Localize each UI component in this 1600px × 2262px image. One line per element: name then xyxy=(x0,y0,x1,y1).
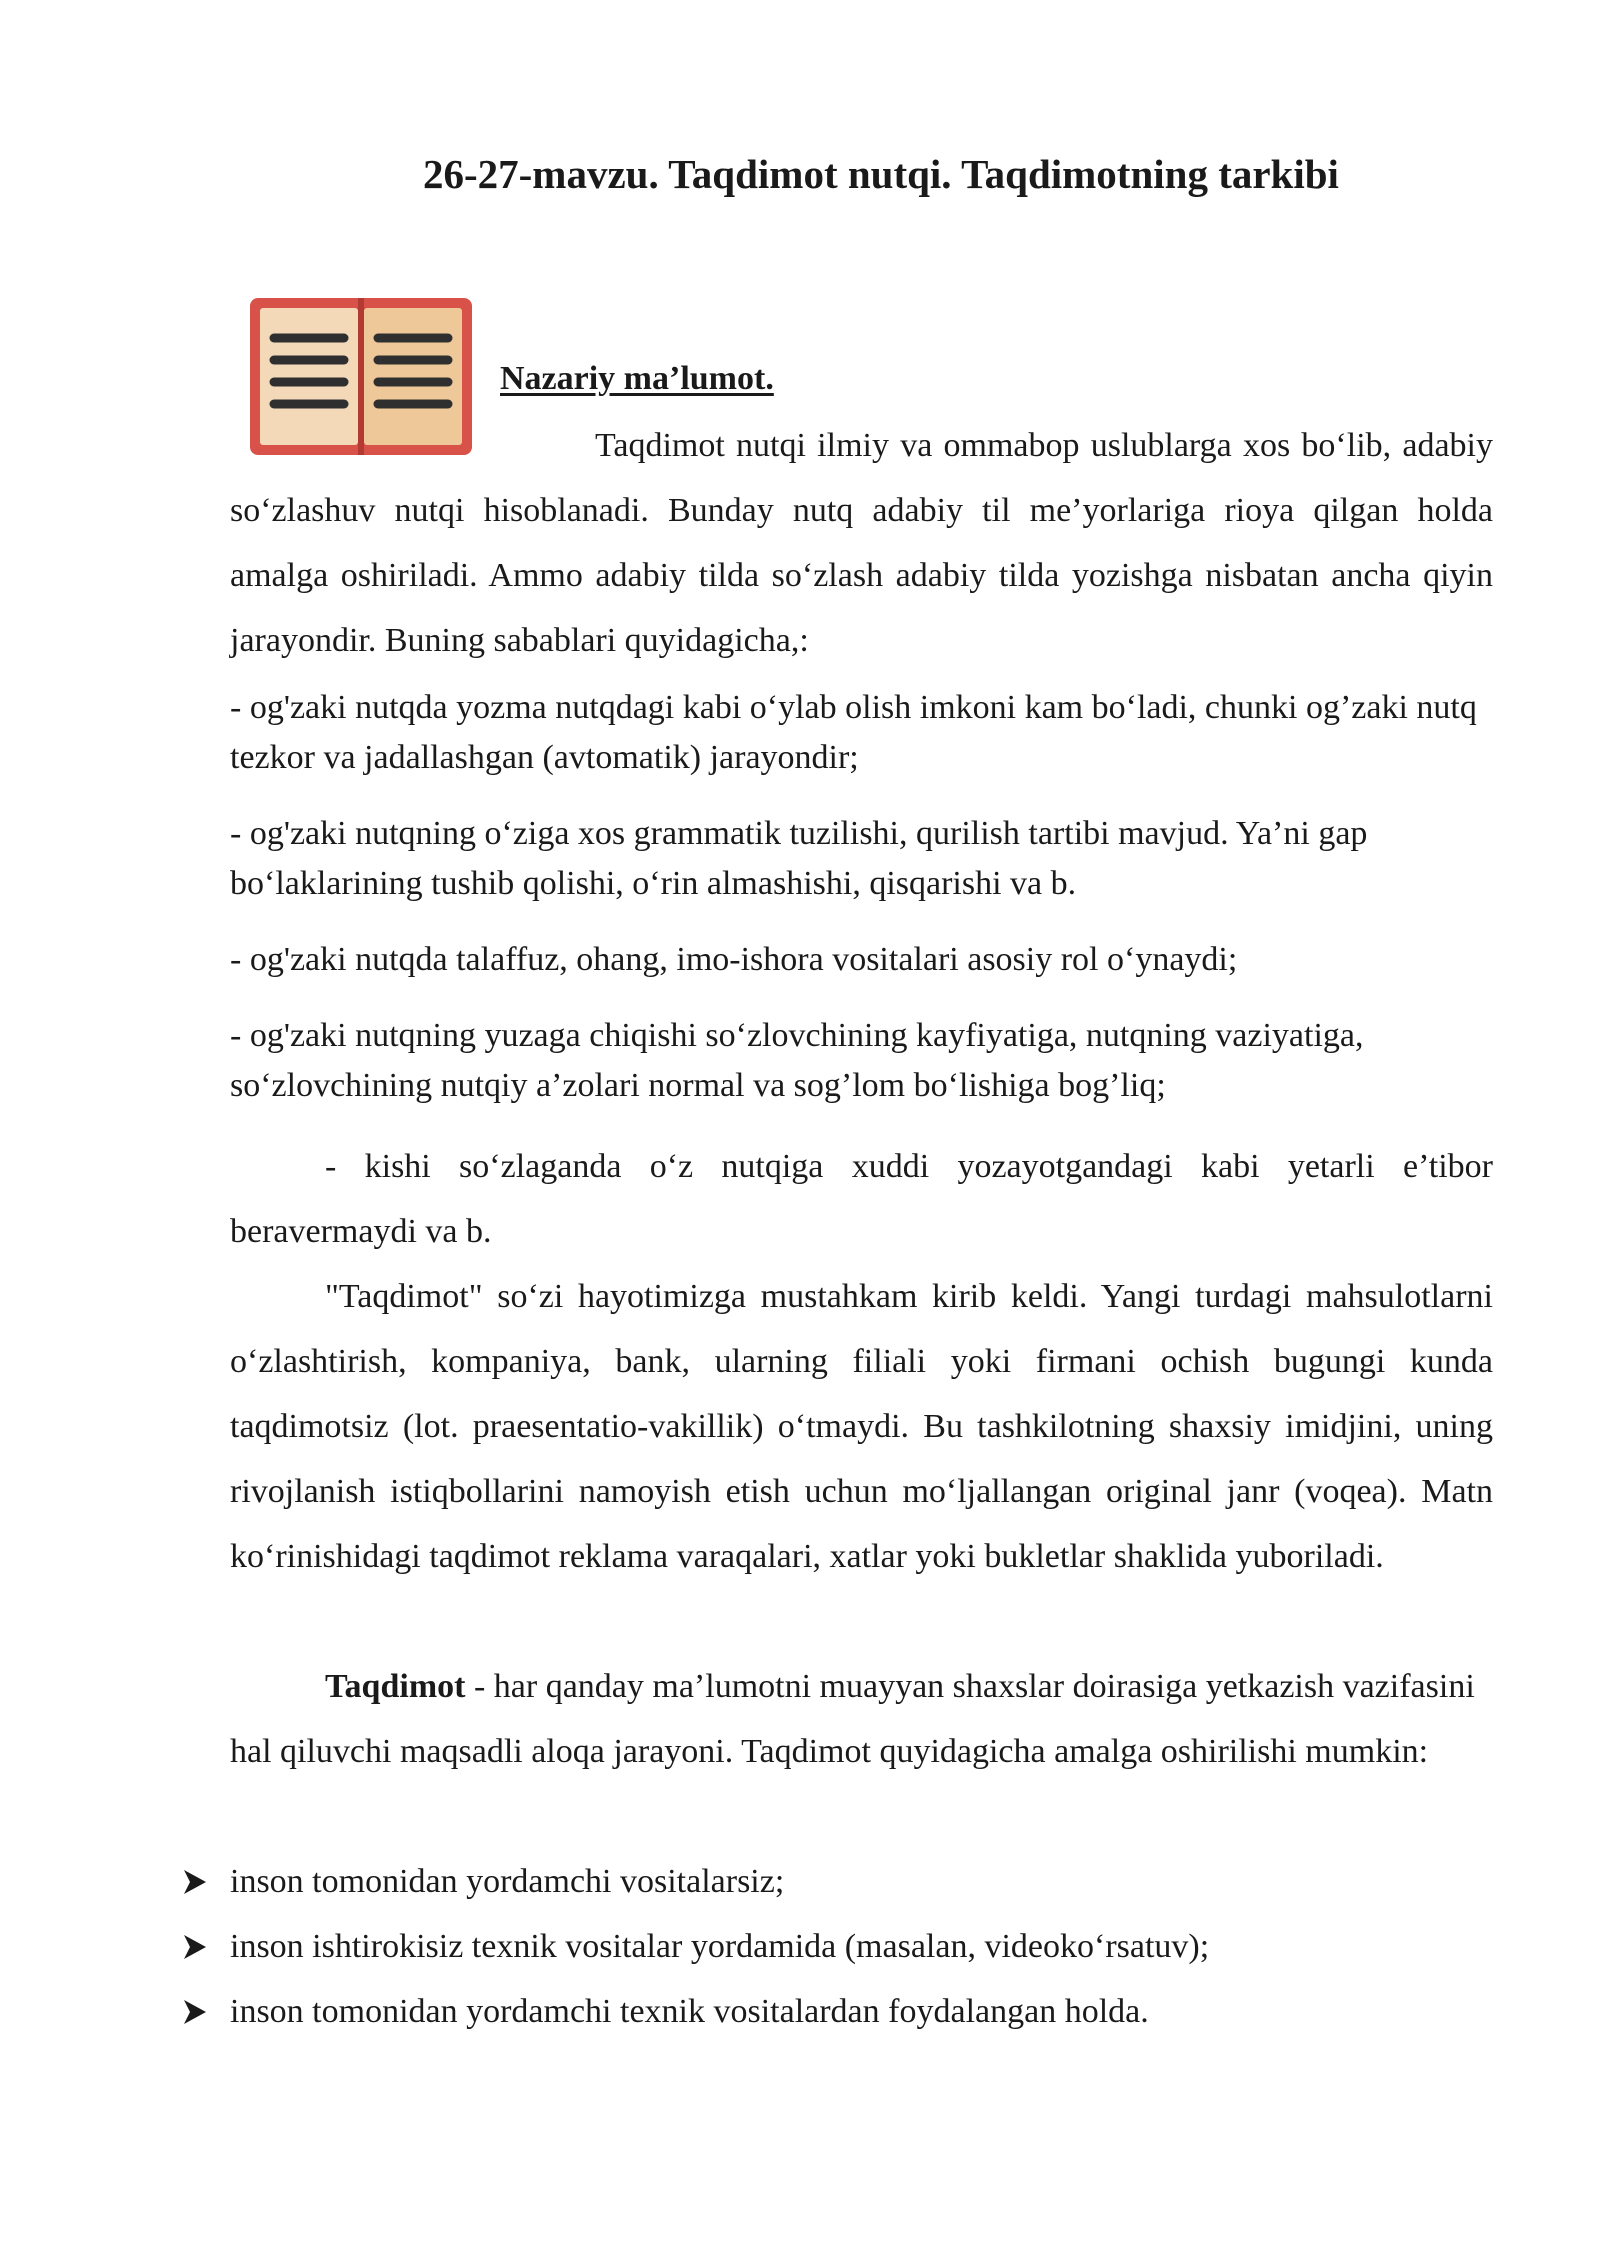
dash-item-2: - og'zaki nutqning o‘ziga xos grammatik tuzilishi, qurilish tartibi mavjud. Ya’ni gap bo‘laklarining tushib qolishi, o‘rin almashishi, qisqarishi va b. xyxy=(230,815,1368,902)
list-item xyxy=(180,1914,1530,1979)
list-item xyxy=(180,1979,1530,2044)
kishi-paragraph: - kishi so‘zlaganda o‘z nutqiga xuddi yozayotgandagi kabi yetarli e’tibor beravermaydi va b. xyxy=(230,1148,1493,1250)
bullet-list xyxy=(180,1849,1530,2044)
definition-text: - har qanday ma’lumotni muayyan shaxslar doirasiga yetkazish vazifasini hal qiluvchi maqsadli aloqa jarayoni. Taqdimot quyidagicha amalga oshirilishi mumkin: xyxy=(230,1668,1475,1770)
bullet-text: inson tomonidan yordamchi texnik vositalardan foydalangan holda. xyxy=(230,1993,1149,2030)
definition-term: Taqdimot xyxy=(325,1668,466,1705)
arrowhead-bullet-icon xyxy=(180,1979,210,2044)
bullet-text: inson ishtirokisiz texnik vositalar yordamida (masalan, videoko‘rsatuv); xyxy=(230,1928,1210,1965)
section-subheading: Nazariy ma’lumot. xyxy=(500,360,774,397)
definition-paragraph xyxy=(230,1654,1493,1784)
dash-item-1: - og'zaki nutqda yozma nutqdagi kabi o‘ylab olish imkoni kam bo‘ladi, chunki og’zaki nutq tezkor va jadallashgan (avtomatik) jarayondir; xyxy=(230,689,1477,776)
taqdimot-paragraph: "Taqdimot" so‘zi hayotimizga mustahkam kirib keldi. Yangi turdagi mahsulotlarni o‘zlashtirish, kompaniya, bank, ularning filiali yoki firmani ochish bugungi kunda taqdimotsiz (lot. praesentatio-vakillik) o‘tmaydi. Bu tashkilotning shaxsiy imidjini, uning rivojlanish istiqbollarini namoyish etish uchun mo‘ljallangan original janr (voqea). Matn ko‘rinishidagi taqdimot reklama varaqalari, xatlar yoki bukletlar shaklida yuboriladi. xyxy=(230,1278,1493,1575)
arrowhead-bullet-icon xyxy=(180,1914,210,1979)
list-item xyxy=(180,1849,1530,1914)
dash-item-4: - og'zaki nutqning yuzaga chiqishi so‘zlovchining kayfiyatiga, nutqning vaziyatiga, so‘zlovchining nutqiy a’zolari normal va sog’lom bo‘lishiga bog’liq; xyxy=(230,1017,1364,1104)
intro-paragraph: Taqdimot nutqi ilmiy va ommabop uslublarga xos bo‘lib, adabiy so‘zlashuv nutqi hisoblanadi. Bunday nutq adabiy til me’yorlariga rioya qilgan holda amalga oshiriladi. Ammo adabiy tilda so‘zlash adabiy tilda yozishga nisbatan ancha qiyin jarayondir. Buning sabablari quyidagicha,: xyxy=(230,427,1493,659)
dash-item-3: - og'zaki nutqda talaffuz, ohang, imo-ishora vositalari asosiy rol o‘ynaydi; xyxy=(230,941,1238,978)
arrowhead-bullet-icon xyxy=(180,1849,210,1914)
document-title: 26-27-mavzu. Taqdimot nutqi. Taqdimotning tarkibi xyxy=(423,151,1339,197)
bullet-text: inson tomonidan yordamchi vositalarsiz; xyxy=(230,1863,785,1900)
